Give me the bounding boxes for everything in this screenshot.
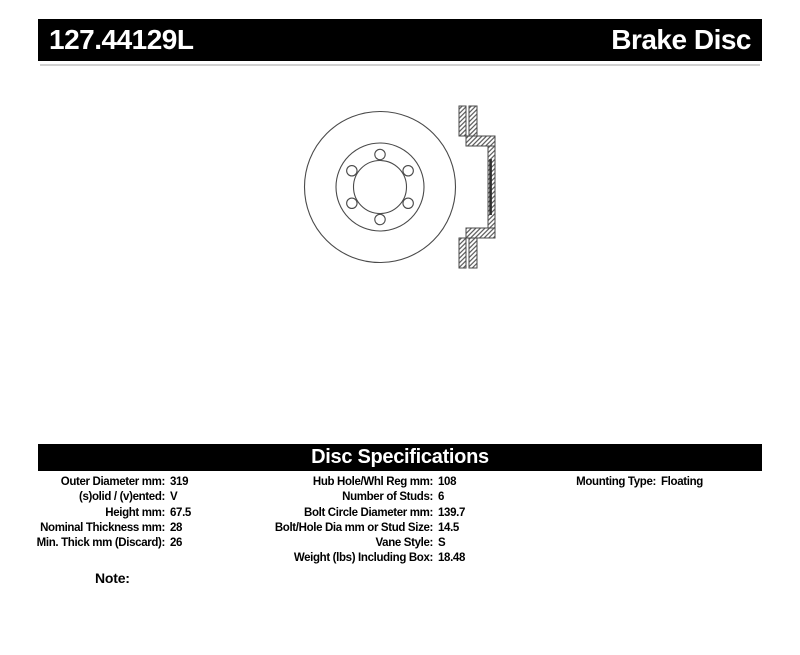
spec-value: 319 (170, 476, 189, 488)
spec-row (35, 490, 191, 505)
spec-label: Outer Diameter mm: (60, 476, 165, 488)
spec-value: V (170, 491, 178, 504)
spec-column-middle (268, 475, 465, 567)
inboard-plate-top (469, 106, 477, 136)
spec-label: Min. Thick mm (Discard): (36, 537, 165, 550)
spec-row (520, 475, 703, 490)
spec-column-left (35, 475, 191, 551)
spec-label: Hub Hole/Whl Reg mm: (312, 476, 433, 488)
outboard-plate-bottom (459, 238, 466, 268)
spec-row (35, 521, 191, 536)
spec-row (268, 521, 465, 536)
spec-row (35, 536, 191, 551)
brake-disc-front-view (305, 112, 456, 263)
spec-value: 6 (438, 491, 445, 504)
hat-step-bottom (466, 228, 495, 238)
spec-label: Height mm: (105, 506, 165, 519)
spec-section-title: Disc Specifications (311, 446, 489, 468)
spec-label: Vane Style: (375, 537, 433, 550)
spec-value: 14.5 (438, 521, 459, 534)
spec-row (268, 506, 465, 521)
spec-label: Bolt Circle Diameter mm: (304, 506, 433, 519)
note-label: Note: (95, 570, 130, 586)
spec-section-header (38, 444, 762, 471)
spec-row (35, 475, 191, 490)
spec-label: Weight (lbs) Including Box: (293, 552, 433, 565)
spec-column-right (520, 475, 703, 490)
part-number: 127.44129L (49, 24, 194, 55)
spec-row (268, 490, 465, 505)
spec-row (268, 551, 465, 566)
outboard-plate-top (459, 106, 466, 136)
product-type-title: Brake Disc (611, 24, 751, 55)
header-underline (40, 64, 760, 66)
hat-step-top (466, 136, 495, 146)
inboard-plate-bottom (469, 238, 477, 268)
header-bar (38, 19, 762, 61)
spec-row (268, 475, 465, 490)
spec-label: Mounting Type: (576, 476, 656, 488)
spec-value: 108 (438, 476, 457, 488)
spec-value: S (438, 537, 446, 550)
spec-row (35, 506, 191, 521)
spec-row (268, 536, 465, 551)
brake-disc-cross-section (459, 106, 495, 268)
outer-diameter-circle (305, 112, 456, 263)
spec-value: 26 (170, 537, 183, 550)
spec-label: (s)olid / (v)ented: (79, 491, 165, 504)
spec-value: 18.48 (438, 552, 466, 565)
spec-value: 67.5 (170, 506, 191, 519)
brake-disc-technical-drawing (290, 95, 505, 285)
hat-bore-wall (489, 159, 492, 215)
spec-label: Bolt/Hole Dia mm or Stud Size: (274, 521, 433, 534)
spec-value: 28 (170, 521, 183, 534)
spec-label: Nominal Thickness mm: (40, 521, 165, 534)
spec-label: Number of Studs: (342, 491, 433, 504)
spec-value: 139.7 (438, 506, 466, 519)
spec-value: Floating (661, 476, 703, 488)
